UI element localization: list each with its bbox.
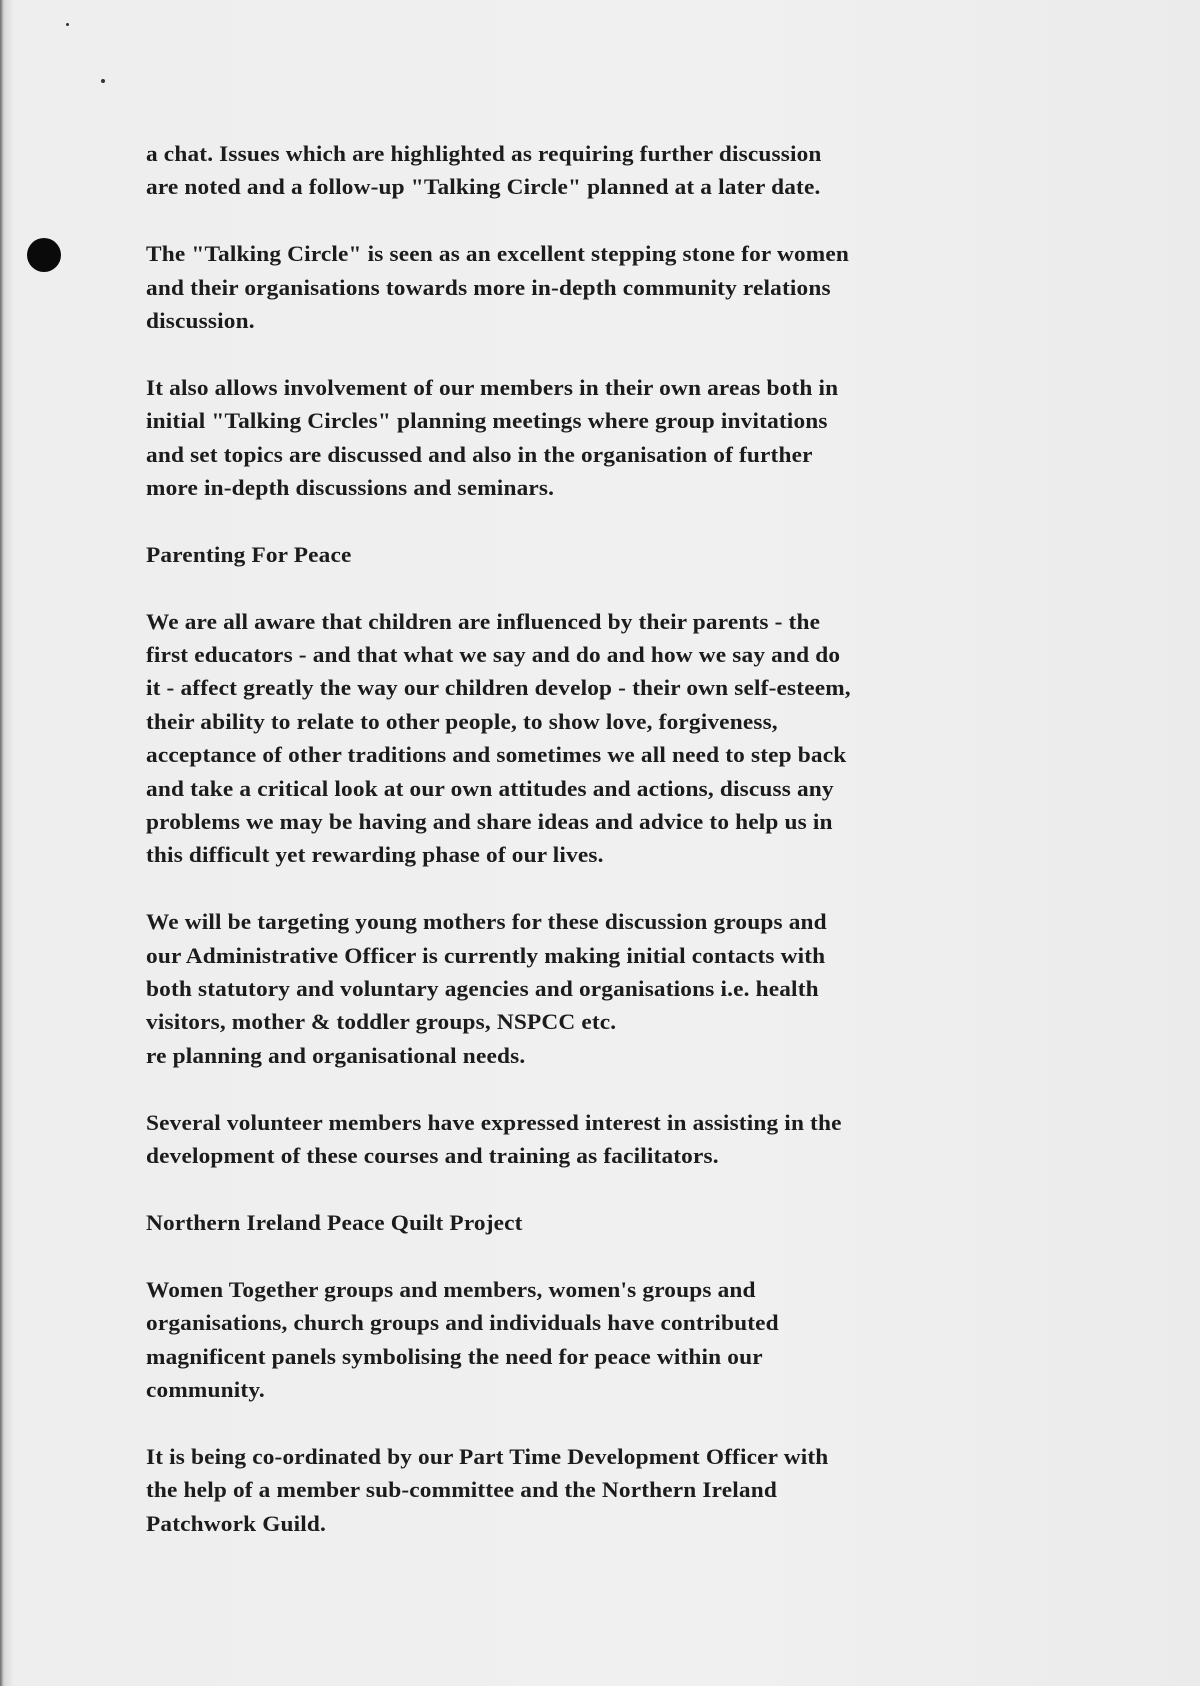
text-line: re planning and organisational needs. (146, 1042, 526, 1068)
text-line: and take a critical look at our own attitudes and actions, discuss any (146, 775, 834, 801)
text-line: discussion. (146, 308, 255, 334)
paragraph (146, 905, 1026, 1072)
text-line: It also allows involvement of our members in their own areas both in (146, 374, 839, 400)
text-line: initial "Talking Circles" planning meetings where group invitations (146, 408, 828, 434)
text-line: and set topics are discussed and also in the organisation of further (146, 441, 813, 467)
scan-speck (66, 23, 69, 26)
paragraph (146, 371, 1026, 505)
text-line: acceptance of other traditions and sometimes we all need to step back (146, 742, 847, 768)
paragraph (146, 237, 1026, 337)
bullet-point-icon (27, 238, 61, 272)
scan-speck (101, 79, 105, 83)
text-line: community. (146, 1376, 265, 1402)
document-page (146, 137, 1026, 1573)
text-line: Women Together groups and members, women's groups and (146, 1276, 756, 1302)
text-line: organisations, church groups and individuals have contributed (146, 1310, 779, 1336)
text-line: We are all aware that children are influenced by their parents - the (146, 608, 821, 634)
heading-text: Northern Ireland Peace Quilt Project (146, 1209, 523, 1235)
text-line: a chat. Issues which are highlighted as requiring further discussion (146, 141, 822, 166)
text-line: their ability to relate to other people, to show love, forgiveness, (146, 708, 778, 734)
paragraph (146, 1106, 1026, 1173)
section-heading-parenting (146, 538, 1026, 571)
text-line: it - affect greatly the way our children develop - their own self-esteem, (146, 675, 851, 701)
text-line: visitors, mother & toddler groups, NSPCC etc. (146, 1009, 617, 1035)
text-line: magnificent panels symbolising the need for peace within our (146, 1343, 763, 1369)
text-line: We will be targeting young mothers for these discussion groups and (146, 909, 827, 935)
text-line: more in-depth discussions and seminars. (146, 475, 555, 501)
text-line: The "Talking Circle" is seen as an excellent stepping stone for women (146, 241, 850, 267)
text-line: our Administrative Officer is currently making initial contacts with (146, 942, 826, 968)
text-line: problems we may be having and share ideas and advice to help us in (146, 809, 833, 835)
text-line: both statutory and voluntary agencies and organisations i.e. health (146, 976, 819, 1002)
paragraph (146, 1440, 1026, 1540)
text-line: Patchwork Guild. (146, 1510, 327, 1536)
section-heading-quilt (146, 1206, 1026, 1239)
text-line: It is being co-ordinated by our Part Time Development Officer with (146, 1443, 829, 1469)
text-line: first educators - and that what we say and do and how we say and do (146, 642, 841, 668)
text-line: this difficult yet rewarding phase of our lives. (146, 842, 604, 868)
heading-text: Parenting For Peace (146, 541, 352, 567)
text-line: and their organisations towards more in-depth community relations (146, 274, 831, 300)
text-line: the help of a member sub-committee and the Northern Ireland (146, 1477, 777, 1503)
text-line: development of these courses and training as facilitators. (146, 1143, 719, 1169)
paragraph (146, 605, 1026, 872)
paragraph (146, 1273, 1026, 1407)
paragraph (146, 137, 1026, 204)
text-line: are noted and a follow-up "Talking Circle" planned at a later date. (146, 174, 821, 200)
text-line: Several volunteer members have expressed interest in assisting in the (146, 1109, 842, 1135)
